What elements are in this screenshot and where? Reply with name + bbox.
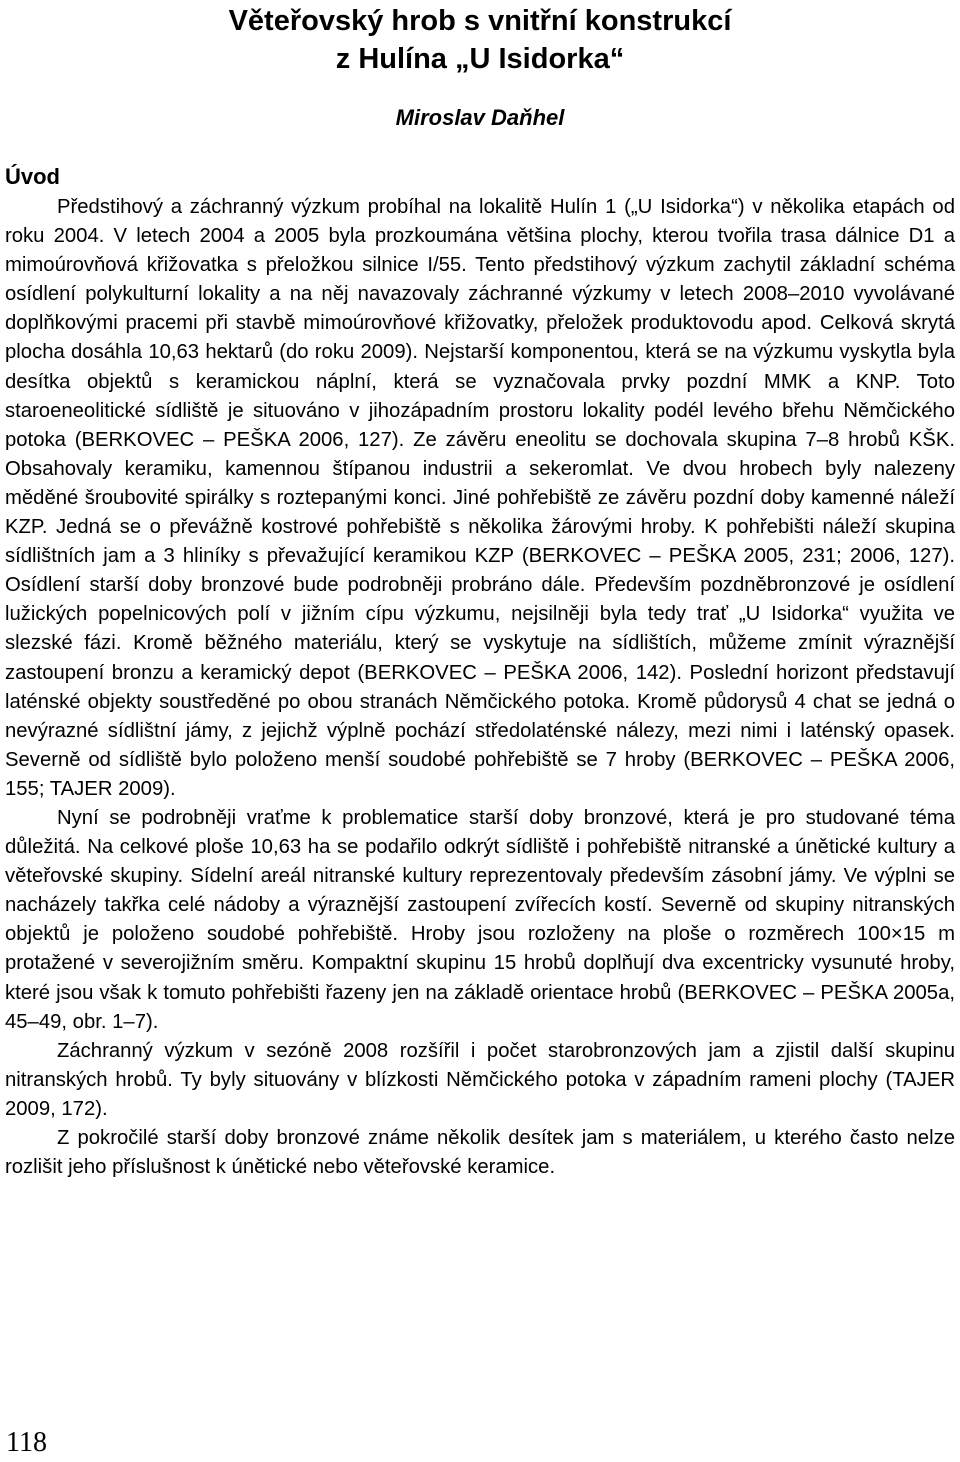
paragraph-3: Záchranný výzkum v sezóně 2008 rozšířil i počet starobronzových jam a zjistil další skupinu nitranských hrobů. Ty byly situovány v blízkosti Němčického potoka v západním rameni plochy (TAJER 2009, 172).: [5, 1039, 955, 1120]
paragraph-4: Z pokročilé starší doby bronzové známe několik desítek jam s materiálem, u kterého často nelze rozlišit jeho příslušnost k únětické nebo věteřovské keramice.: [5, 1127, 955, 1179]
section-heading: Úvod: [5, 164, 60, 189]
author-name: [0, 103, 960, 133]
paragraph-1: Předstihový a záchranný výzkum probíhal na lokalitě Hulín 1 („U Isidorka“) v několika etapách od roku 2004. V letech 2004 a 2005 byla prozkoumána většina plochy, kterou tvořila trasa dálnice D1 a mimoúrovňová křižovatka s přeložkou silnice I/55. Tento předstihový výzkum zachytil základní schéma osídlení polykulturní lokality a na něj navazovaly záchranné výzkumy v letech 2008–2010 vyvolávané doplňkovými pracemi při stavbě mimoúrovňové křižovatky, přeložek produktovodu apod. Celková skrytá plocha dosáhla 10,63 hektarů (do roku 2009). Nejstarší komponentou, která se na výzkumu vyskytla byla desítka objektů s keramickou náplní, která se vyznačovala prvky pozdní MMK a KNP. Toto staroeneolitické sídliště je situováno v jihozápadním prostoru lokality podél levého břehu Němčického potoka (BERKOVEC – PEŠKA 2006, 127). Ze závěru eneolitu se dochovala skupina 7–8 hrobů KŠK. Obsahovaly keramiku, kamennou štípanou industrii a sekeromlat. Ve dvou hrobech byly nalezeny měděné šroubovité spirálky s roztepanými konci. Jiné pohřebiště ze závěru pozdní doby kamenné náleží KZP. Jedná se o převážně kostrové pohřebiště s několika žárovými hroby. K pohřebišti náleží skupina sídlištních jam a 3 hliníky s převažující keramikou KZP (BERKOVEC – PEŠKA 2005, 231; 2006, 127). Osídlení starší doby bronzové bude podrobněji probráno dále. Především pozdněbronzové je osídlení lužických popelnicových polí v jižním cípu výzkumu, nejsilněji byla tedy trať „U Isidorka“ využita ve slezské fázi. Kromě běžného materiálu, který se vyskytuje na sídlištích, můžeme zmínit výraznější zastoupení bronzu a keramický depot (BERKOVEC – PEŠKA 2006, 142). Poslední horizont představují laténské objekty soustředěné po obou stranách Němčického potoka. Kromě půdorysů 4 chat se jedná o nevýrazné sídlištní jámy, z jejichž výplně pochází středolaténské nálezy, mezi nimi i laténský opasek. Severně od sídliště bylo položeno menší soudobé pohřebiště se 7 hroby (BERKOVEC – PEŠKA 2006, 155; TAJER 2009).: [5, 196, 955, 800]
article-title: [0, 2, 960, 78]
page-number: 118: [6, 1427, 47, 1458]
article-title-line-2: z Hulína „U Isidorka“: [335, 43, 625, 75]
article-body: [5, 193, 955, 1182]
article-title-line-1: Věteřovský hrob s vnitřní konstrukcí: [228, 5, 732, 37]
paragraph-2: Nyní se podrobněji vraťme k problematice starší doby bronzové, která je pro studované téma důležitá. Na celkové ploše 10,63 ha se podařilo odkrýt sídliště i pohřebiště nitranské a únětické kultury a věteřovské skupiny. Sídelní areál nitranské kultury reprezentovaly především zásobní jámy. Ve výplni se nacházely takřka celé nádoby a výraznější zastoupení zvířecích kostí. Severně od skupiny nitranských objektů je položeno soudobé pohřebiště. Hroby jsou rozloženy na ploše o rozměrech 100×15 m protažené v severojižním směru. Kompaktní skupinu 15 hrobů doplňují dva excentricky vysunuté hroby, které jsou však k tomuto pohřebišti řazeny jen na základě orientace hrobů (BERKOVEC – PEŠKA 2005a, 45–49, obr. 1–7).: [5, 806, 955, 1033]
author-name-text: Miroslav Daňhel: [395, 105, 565, 130]
